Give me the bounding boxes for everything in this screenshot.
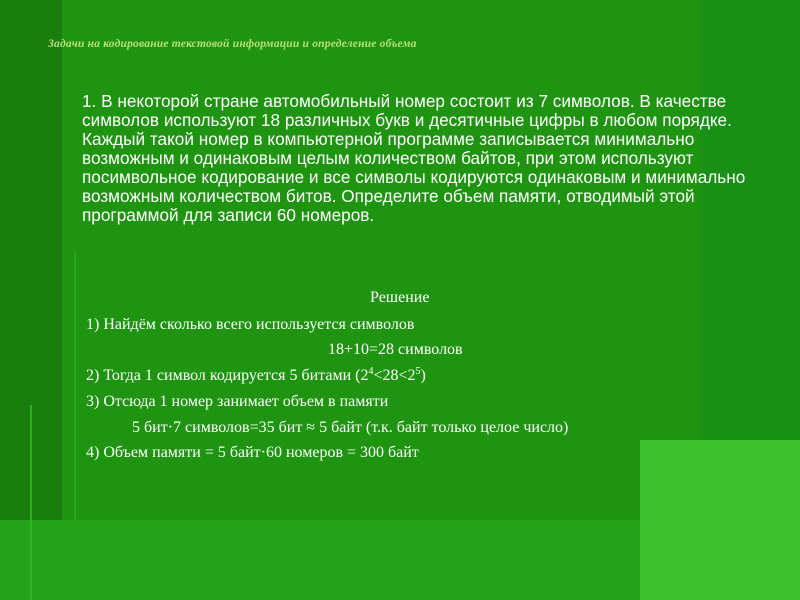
background-stripe [30, 405, 32, 600]
solution-step-1-calc: 18+10=28 символов [328, 341, 463, 358]
problem-statement: 1. В некоторой стране автомобильный номер состоит из 7 символов. В качестве символов используют 18 различных букв и десятичные цифры в любом порядке. Каждый такой номер в компьютерной программе записывается минимально возможным и одинаковым целым количеством байтов, при этом используют посимвольное кодирование и все символы кодируются одинаковым и минимально возможным количеством битов. Определите объем памяти, отводимый этой программой для записи 60 номеров. [82, 91, 746, 225]
step-2-close: ) [420, 367, 426, 384]
solution-step-3-calc: 5 бит·7 символов=35 бит ≈ 5 байт (т.к. байт только целое число) [132, 419, 569, 436]
exponent: 5 [415, 366, 421, 377]
slide-title: Задачи на кодирование текстовой информации и определение объема [48, 38, 417, 50]
solution-step-3: 3) Отсюда 1 номер занимает объем в памяти [86, 393, 389, 410]
solution-step-1: 1) Найдём сколько всего используется символов [86, 316, 415, 333]
step-2-inequality: <28<2 [373, 367, 416, 384]
solution-heading: Решение [370, 289, 430, 306]
solution-step-4: 4) Объем памяти = 5 байт·60 номеров = 300 байт [86, 444, 419, 461]
background-light-corner [640, 440, 800, 600]
background-stripe [74, 250, 76, 600]
exponent: 4 [368, 366, 374, 377]
step-2-text: 2) Тогда 1 символ кодируется 5 битами (2 [86, 367, 369, 384]
solution-step-2 [86, 367, 426, 385]
